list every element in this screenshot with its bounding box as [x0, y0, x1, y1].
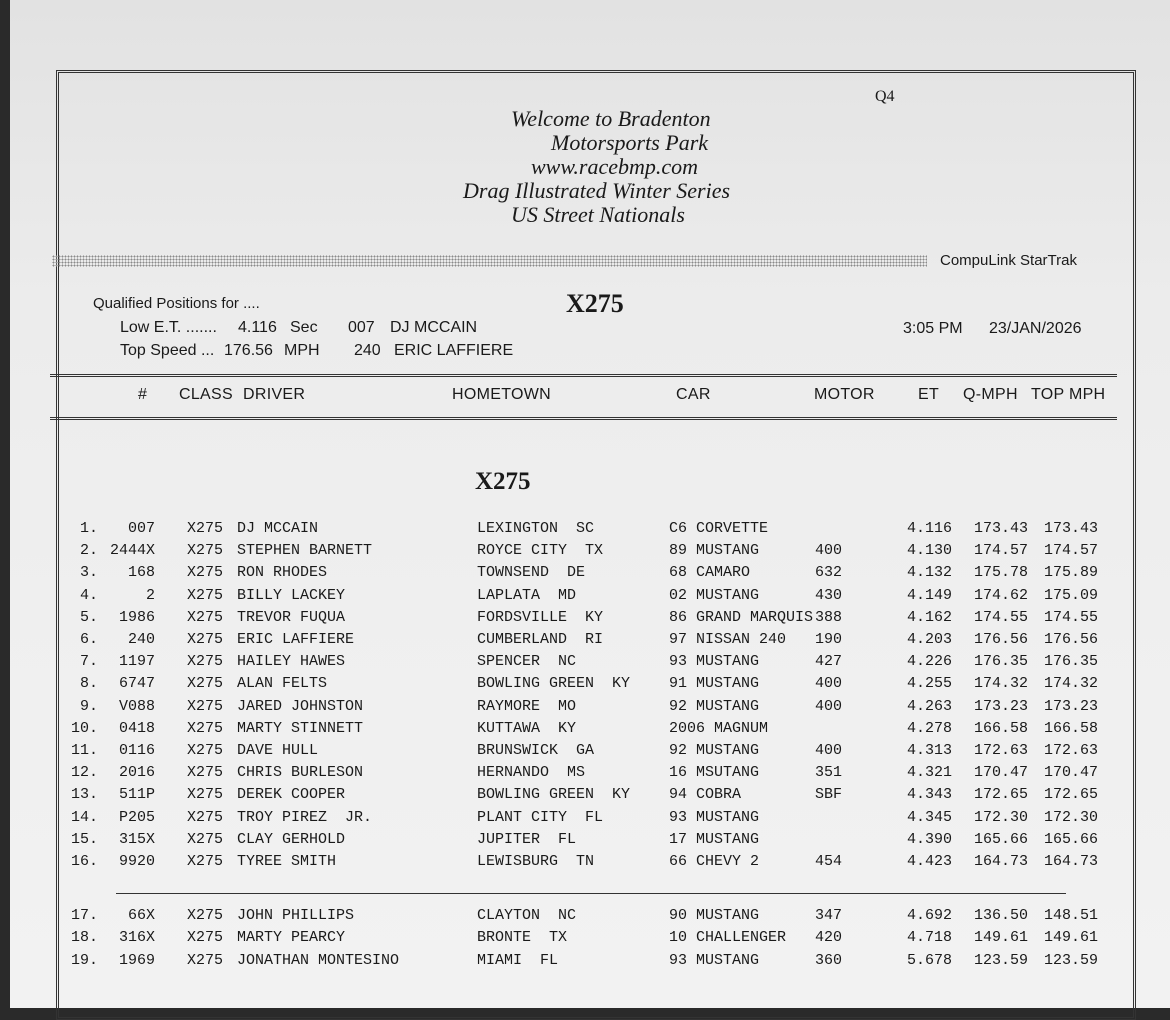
- cell-cls: X275: [187, 764, 224, 782]
- cell-driver: CHRIS BURLESON: [237, 764, 364, 782]
- cell-home: RAYMORE MO: [477, 697, 577, 715]
- cell-cls: X275: [187, 586, 224, 604]
- top-speed-driver: ERIC LAFFIERE: [394, 342, 514, 359]
- print-date: 23/JAN/2026: [989, 320, 1082, 337]
- cell-cls: X275: [187, 564, 224, 582]
- cell-qmph: 165.66: [973, 830, 1028, 848]
- cell-num: 511P: [118, 786, 155, 804]
- cell-top: 172.30: [1043, 808, 1098, 826]
- cell-qmph: 172.63: [973, 742, 1028, 759]
- cell-car: C6 CORVETTE: [669, 520, 769, 537]
- welcome-line: US Street Nationals: [511, 202, 685, 227]
- cell-cls: X275: [187, 675, 224, 693]
- cell-num: 66X: [127, 907, 155, 925]
- cell-driver: JARED JOHNSTON: [237, 697, 364, 715]
- cell-pos: 19.: [70, 951, 98, 969]
- cell-qmph: 172.65: [973, 786, 1028, 804]
- cell-home: PLANT CITY FL: [477, 808, 604, 826]
- cell-num: 2444X: [109, 542, 155, 560]
- low-et-number: 007: [348, 319, 375, 336]
- low-et-unit: Sec: [290, 319, 318, 336]
- cell-num: 2016: [118, 764, 155, 782]
- cell-motor: 400: [815, 675, 843, 693]
- sheet-id: Q4: [875, 88, 895, 105]
- cell-pos: 9.: [79, 697, 98, 715]
- table-row: [0, 720, 1170, 742]
- cell-qmph: 123.59: [973, 951, 1028, 969]
- cell-top: 172.63: [1043, 742, 1098, 759]
- cell-num: 1986: [118, 608, 155, 626]
- cell-qmph: 173.23: [973, 697, 1028, 715]
- cell-num: 0116: [118, 742, 155, 759]
- cell-qmph: 174.55: [973, 608, 1028, 626]
- top-speed-number: 240: [354, 342, 381, 359]
- cell-et: 4.345: [906, 808, 952, 826]
- table-row: [0, 698, 1170, 720]
- cell-motor: 400: [815, 542, 843, 560]
- cell-num: 2: [145, 586, 155, 604]
- cell-home: SPENCER NC: [477, 653, 577, 671]
- cell-driver: RON RHODES: [237, 564, 328, 582]
- cell-driver: STEPHEN BARNETT: [237, 542, 373, 560]
- cell-car: 97 NISSAN 240: [669, 631, 787, 648]
- cell-qmph: 173.43: [973, 520, 1028, 537]
- cell-qmph: 149.61: [973, 929, 1028, 947]
- cell-et: 4.149: [906, 586, 952, 604]
- top-speed-label: Top Speed ...: [120, 342, 215, 359]
- cell-motor: 351: [815, 764, 843, 782]
- cell-motor: 400: [815, 697, 843, 715]
- cell-home: LEWISBURG TN: [477, 853, 595, 870]
- cell-et: 4.132: [906, 564, 952, 582]
- low-et-label: Low E.T. .......: [120, 319, 217, 336]
- col-header-driver: DRIVER: [243, 386, 306, 403]
- low-et-value: 4.116: [238, 319, 277, 336]
- cell-car: 02 MUSTANG: [669, 586, 760, 604]
- cell-pos: 11.: [70, 742, 98, 759]
- col-header-et: ET: [918, 386, 940, 403]
- cell-top: 176.56: [1043, 631, 1098, 648]
- table-row: [0, 809, 1170, 831]
- cell-top: 170.47: [1043, 764, 1098, 782]
- cell-et: 5.678: [906, 951, 952, 969]
- cell-et: 4.162: [906, 608, 952, 626]
- cell-car: 86 GRAND MARQUIS: [669, 608, 814, 626]
- cell-home: HERNANDO MS: [477, 764, 586, 782]
- cell-driver: DAVE HULL: [237, 742, 319, 759]
- cell-driver: JOHN PHILLIPS: [237, 907, 355, 925]
- cell-num: 9920: [118, 853, 155, 870]
- table-row: [0, 587, 1170, 609]
- cell-driver: DEREK COOPER: [237, 786, 346, 804]
- cell-motor: 400: [815, 742, 843, 759]
- table-row: [0, 631, 1170, 653]
- cell-motor: 360: [815, 951, 843, 969]
- cell-home: BRONTE TX: [477, 929, 568, 947]
- cell-et: 4.278: [906, 719, 952, 737]
- cell-cls: X275: [187, 697, 224, 715]
- welcome-line: Drag Illustrated Winter Series: [463, 178, 731, 203]
- cell-driver: HAILEY HAWES: [237, 653, 346, 671]
- cell-motor: SBF: [815, 786, 843, 804]
- cell-et: 4.313: [906, 742, 952, 759]
- top-speed-value: 176.56: [224, 342, 273, 359]
- cell-driver: JONATHAN MONTESINO: [237, 951, 400, 969]
- cell-num: 0418: [118, 719, 155, 737]
- cell-qmph: 176.35: [973, 653, 1028, 671]
- qualified-label: Qualified Positions for ....: [93, 295, 260, 312]
- cell-motor: 430: [815, 586, 843, 604]
- cell-top: 148.51: [1043, 907, 1098, 925]
- cell-qmph: 175.78: [973, 564, 1028, 582]
- cell-home: BOWLING GREEN KY: [477, 675, 631, 693]
- cell-qmph: 170.47: [973, 764, 1028, 782]
- section-title: X275: [475, 468, 531, 495]
- cell-driver: BILLY LACKEY: [237, 586, 346, 604]
- cell-cls: X275: [187, 719, 224, 737]
- cell-pos: 8.: [79, 675, 98, 693]
- cell-et: 4.718: [906, 929, 952, 947]
- cell-home: MIAMI FL: [477, 951, 559, 969]
- cell-car: 66 CHEVY 2: [669, 853, 760, 870]
- cell-home: JUPITER FL: [477, 830, 577, 848]
- cell-car: 10 CHALLENGER: [669, 929, 787, 947]
- cell-motor: 347: [815, 907, 843, 925]
- cell-pos: 4.: [79, 586, 98, 604]
- table-row: [0, 609, 1170, 631]
- cell-cls: X275: [187, 951, 224, 969]
- cell-cls: X275: [187, 742, 224, 759]
- cell-car: 68 CAMARO: [669, 564, 751, 582]
- cell-motor: 388: [815, 608, 843, 626]
- cell-top: 174.57: [1043, 542, 1098, 560]
- cell-home: ROYCE CITY TX: [477, 542, 604, 560]
- col-header-motor: MOTOR: [814, 386, 875, 403]
- table-row: [0, 542, 1170, 564]
- cell-car: 16 MSUTANG: [669, 764, 760, 782]
- cell-home: LAPLATA MD: [477, 586, 577, 604]
- table-row: [0, 786, 1170, 808]
- cell-pos: 1.: [79, 520, 98, 537]
- cell-top: 166.58: [1043, 719, 1098, 737]
- cell-top: 174.32: [1043, 675, 1098, 693]
- cell-num: 6747: [118, 675, 155, 693]
- cell-driver: ALAN FELTS: [237, 675, 328, 693]
- table-row: [0, 675, 1170, 697]
- top-speed-unit: MPH: [284, 342, 320, 359]
- cell-home: BOWLING GREEN KY: [477, 786, 631, 804]
- cell-motor: 632: [815, 564, 843, 582]
- cell-cls: X275: [187, 808, 224, 826]
- cell-num: 316X: [118, 929, 155, 947]
- cell-cls: X275: [187, 907, 224, 925]
- cell-home: CUMBERLAND RI: [477, 631, 604, 648]
- table-row: [0, 653, 1170, 675]
- cell-driver: TREVOR FUQUA: [237, 608, 346, 626]
- cell-qmph: 174.62: [973, 586, 1028, 604]
- cell-cls: X275: [187, 653, 224, 671]
- cell-pos: 18.: [70, 929, 98, 947]
- cell-top: 123.59: [1043, 951, 1098, 969]
- cell-et: 4.343: [906, 786, 952, 804]
- cell-et: 4.203: [906, 631, 952, 648]
- cell-top: 176.35: [1043, 653, 1098, 671]
- cell-driver: ERIC LAFFIERE: [237, 631, 355, 648]
- cell-qmph: 174.57: [973, 542, 1028, 560]
- cell-et: 4.130: [906, 542, 952, 560]
- cell-top: 172.65: [1043, 786, 1098, 804]
- cell-home: CLAYTON NC: [477, 907, 577, 925]
- cell-qmph: 174.32: [973, 675, 1028, 693]
- cell-et: 4.255: [906, 675, 952, 693]
- cell-top: 173.23: [1043, 697, 1098, 715]
- cell-car: 92 MUSTANG: [669, 742, 760, 759]
- cell-et: 4.390: [906, 830, 952, 848]
- cell-driver: MARTY STINNETT: [237, 719, 364, 737]
- cell-home: KUTTAWA KY: [477, 719, 577, 737]
- cell-qmph: 166.58: [973, 719, 1028, 737]
- cell-driver: TYREE SMITH: [237, 853, 337, 870]
- table-row: [0, 564, 1170, 586]
- qualifier-cutoff-line: [116, 893, 1066, 894]
- low-et-driver: DJ MCCAIN: [390, 319, 478, 336]
- table-row: [0, 764, 1170, 786]
- cell-top: 174.55: [1043, 608, 1098, 626]
- cell-car: 91 MUSTANG: [669, 675, 760, 693]
- cell-pos: 16.: [70, 853, 98, 870]
- top-speed-line: [120, 342, 513, 360]
- cell-cls: X275: [187, 830, 224, 848]
- cell-et: 4.423: [906, 853, 952, 870]
- cell-pos: 15.: [70, 830, 98, 848]
- cell-pos: 10.: [70, 719, 98, 737]
- cell-home: TOWNSEND DE: [477, 564, 586, 582]
- cell-num: 168: [127, 564, 155, 582]
- cell-top: 164.73: [1043, 853, 1098, 870]
- cell-motor: 427: [815, 653, 843, 671]
- cell-et: 4.692: [906, 907, 952, 925]
- cell-pos: 14.: [70, 808, 98, 826]
- cell-top: 175.89: [1043, 564, 1098, 582]
- welcome-line: Motorsports Park: [551, 130, 709, 155]
- cell-motor: 190: [815, 631, 843, 648]
- cell-pos: 13.: [70, 786, 98, 804]
- cell-et: 4.226: [906, 653, 952, 671]
- timing-system: CompuLink StarTrak: [940, 252, 1077, 269]
- table-row: [0, 742, 1170, 764]
- col-header-qmph: Q-MPH: [963, 386, 1018, 403]
- cell-num: 315X: [118, 830, 155, 848]
- cell-home: FORDSVILLE KY: [477, 608, 604, 626]
- cell-top: 173.43: [1043, 520, 1098, 537]
- cell-pos: 17.: [70, 907, 98, 925]
- cell-num: 240: [127, 631, 155, 648]
- cell-pos: 7.: [79, 653, 98, 671]
- table-row: [0, 952, 1170, 974]
- cell-num: 1969: [118, 951, 155, 969]
- cell-pos: 6.: [79, 631, 98, 648]
- cell-et: 4.321: [906, 764, 952, 782]
- cell-cls: X275: [187, 853, 224, 870]
- table-row: [0, 520, 1170, 542]
- cell-pos: 3.: [79, 564, 98, 582]
- cell-home: BRUNSWICK GA: [477, 742, 595, 759]
- cell-car: 94 COBRA: [669, 786, 742, 804]
- cell-driver: DJ MCCAIN: [237, 520, 319, 537]
- col-header-num: #: [138, 386, 148, 403]
- header-rule-bottom: [50, 417, 1117, 420]
- cell-car: 93 MUSTANG: [669, 951, 760, 969]
- table-row: [0, 907, 1170, 929]
- cell-cls: X275: [187, 520, 224, 537]
- welcome-header: [400, 107, 820, 227]
- cell-car: 90 MUSTANG: [669, 907, 760, 925]
- cell-qmph: 172.30: [973, 808, 1028, 826]
- cell-qmph: 176.56: [973, 631, 1028, 648]
- class-title: X275: [566, 289, 624, 318]
- cell-cls: X275: [187, 631, 224, 648]
- cell-num: 007: [127, 520, 155, 537]
- cell-motor: 454: [815, 853, 843, 870]
- cell-car: 92 MUSTANG: [669, 697, 760, 715]
- print-time: 3:05 PM: [903, 320, 963, 337]
- cell-cls: X275: [187, 608, 224, 626]
- low-et-line: [120, 319, 477, 337]
- cell-pos: 2.: [79, 542, 98, 560]
- table-row: [0, 831, 1170, 853]
- header-rule-top: [50, 374, 1117, 377]
- cell-top: 149.61: [1043, 929, 1098, 947]
- cell-num: P205: [118, 808, 155, 826]
- cell-qmph: 136.50: [973, 907, 1028, 925]
- cell-driver: MARTY PEARCY: [237, 929, 346, 947]
- col-header-topmph: TOP MPH: [1031, 386, 1106, 403]
- cell-car: 17 MUSTANG: [669, 830, 760, 848]
- cell-top: 175.09: [1043, 586, 1098, 604]
- cell-num: V088: [118, 697, 155, 715]
- cell-cls: X275: [187, 786, 224, 804]
- cell-motor: 420: [815, 929, 843, 947]
- cell-car: 93 MUSTANG: [669, 653, 760, 671]
- cell-qmph: 164.73: [973, 853, 1028, 870]
- welcome-line: Welcome to Bradenton: [511, 106, 711, 131]
- table-row: [0, 853, 1170, 875]
- cell-car: 89 MUSTANG: [669, 542, 760, 560]
- cell-car: 2006 MAGNUM: [669, 719, 769, 737]
- cell-top: 165.66: [1043, 830, 1098, 848]
- table-row: [0, 929, 1170, 951]
- cell-pos: 5.: [79, 608, 98, 626]
- cell-driver: TROY PIREZ JR.: [237, 808, 373, 826]
- cell-et: 4.263: [906, 697, 952, 715]
- dotted-separator: [52, 255, 927, 267]
- cell-driver: CLAY GERHOLD: [237, 830, 346, 848]
- website-line: www.racebmp.com: [531, 154, 699, 179]
- col-header-car: CAR: [676, 386, 711, 403]
- cell-car: 93 MUSTANG: [669, 808, 760, 826]
- cell-cls: X275: [187, 929, 224, 947]
- cell-cls: X275: [187, 542, 224, 560]
- col-header-hometown: HOMETOWN: [452, 386, 551, 403]
- cell-home: LEXINGTON SC: [477, 520, 595, 537]
- cell-et: 4.116: [906, 520, 952, 537]
- col-header-class: CLASS: [179, 386, 233, 403]
- cell-pos: 12.: [70, 764, 98, 782]
- cell-num: 1197: [118, 653, 155, 671]
